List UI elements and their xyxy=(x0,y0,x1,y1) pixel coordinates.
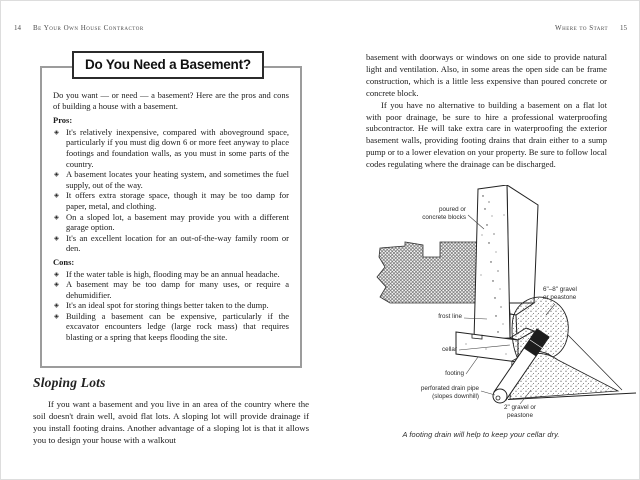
list-item: ◈ A basement locates your heating system, and sometimes the fuel supply, out of the way. xyxy=(54,169,289,190)
footing-drain-figure xyxy=(360,185,640,433)
pros-heading: Pros: xyxy=(53,115,73,126)
list-item: ◈ It's an ideal spot for storing things better taken to the dump. xyxy=(54,300,269,311)
diamond-bullet-icon: ◈ xyxy=(54,127,59,136)
diamond-bullet-icon: ◈ xyxy=(54,269,59,278)
diamond-bullet-icon: ◈ xyxy=(54,170,59,179)
sidebar-content xyxy=(53,90,289,343)
list-item: ◈ It offers extra storage space, though it may be too damp for paper, metal, and clothing. xyxy=(54,190,289,211)
body-paragraph: If you have no alternative to building a basement on a flat lot with poor drainage, be sure to hire a professional waterproofing subcontractor. He will take extra care in waterproofing the exterior basement walls, providing footing drains that drain either to a sump pump or to a lower elevation on your property. Be sure to follow local codes regulating where the drainage can be discharged. xyxy=(366,99,607,170)
list-item: ◈ It's relatively inexpensive, compared with aboveground space, particularly if you must dig down 6 or more feet anyway to place footings and foundation walls, as you must in some parts of the country. xyxy=(54,126,289,169)
diamond-bullet-icon: ◈ xyxy=(54,311,59,320)
right-text-column xyxy=(366,52,607,171)
list-item: ◈ A basement may be too damp for many uses, or require a dehumidifier. xyxy=(54,279,289,300)
list-item: ◈ On a sloped lot, a basement may provide you with a different garage option. xyxy=(54,211,289,233)
diamond-bullet-icon: ◈ xyxy=(54,191,59,200)
page-number-right: 15 xyxy=(620,24,627,32)
figure-caption: A footing drain will help to keep your cellar dry. xyxy=(402,430,560,439)
running-head-left-text: Be Your Own House Contractor xyxy=(33,24,144,32)
body-paragraph: If you want a basement and you live in an area of the country where the soil doesn't drain well, avoid flat lots. A sloping lot will provide drainage if you install footing drains. Another advantage of a sloping lot is that it allows you to design your house with a walkout xyxy=(33,399,309,445)
sidebar-box xyxy=(40,66,302,368)
diamond-bullet-icon: ◈ xyxy=(54,280,59,289)
cons-list xyxy=(53,269,289,343)
running-head-right xyxy=(555,24,627,32)
section-heading: Sloping Lots xyxy=(33,375,106,390)
page-number-left: 14 xyxy=(14,24,21,32)
earth-crosshatch xyxy=(377,242,480,303)
list-item: ◈ Building a basement can be expensive, particularly if the excavator encounters ledge (large rock mass) that requires blasting or a spring that keeps flooding the site. xyxy=(54,310,289,343)
sidebar-title: Do You Need a Basement? xyxy=(72,51,264,79)
label-footing: footing xyxy=(445,370,464,377)
diamond-bullet-icon: ◈ xyxy=(54,301,59,310)
label-poured-concrete-blocks: poured or concrete blocks xyxy=(422,206,466,221)
body-paragraph: basement with doorways or windows on one side to provide natural light and ventilation. Also, in some areas the open side can be frame construction, which is a little less expensive than poured concrete or concrete block. xyxy=(366,52,607,98)
label-gravel-top: 6"–8" gravel or peastone xyxy=(543,286,577,301)
pros-list xyxy=(53,127,289,254)
label-frost-line: frost line xyxy=(438,313,462,320)
cons-heading: Cons: xyxy=(53,256,75,267)
sidebar-intro: Do you want — or need — a basement? Here are the pros and cons of building a house with a basement. xyxy=(53,90,289,111)
list-item: ◈ It's an excellent location for an out-of-the-way family room or den. xyxy=(54,232,289,254)
diamond-bullet-icon: ◈ xyxy=(54,233,59,242)
label-cellar: cellar xyxy=(441,346,457,353)
label-drain-pipe: perforated drain pipe (slopes downhill) xyxy=(420,385,479,400)
running-head-right-text: Where to Start xyxy=(555,24,608,32)
label-gravel-bottom: 2" gravel or peastone xyxy=(504,404,536,419)
diamond-bullet-icon: ◈ xyxy=(54,212,59,221)
list-item: ◈ If the water table is high, flooding may be an annual headache. xyxy=(54,268,280,279)
running-head-left xyxy=(14,24,144,32)
